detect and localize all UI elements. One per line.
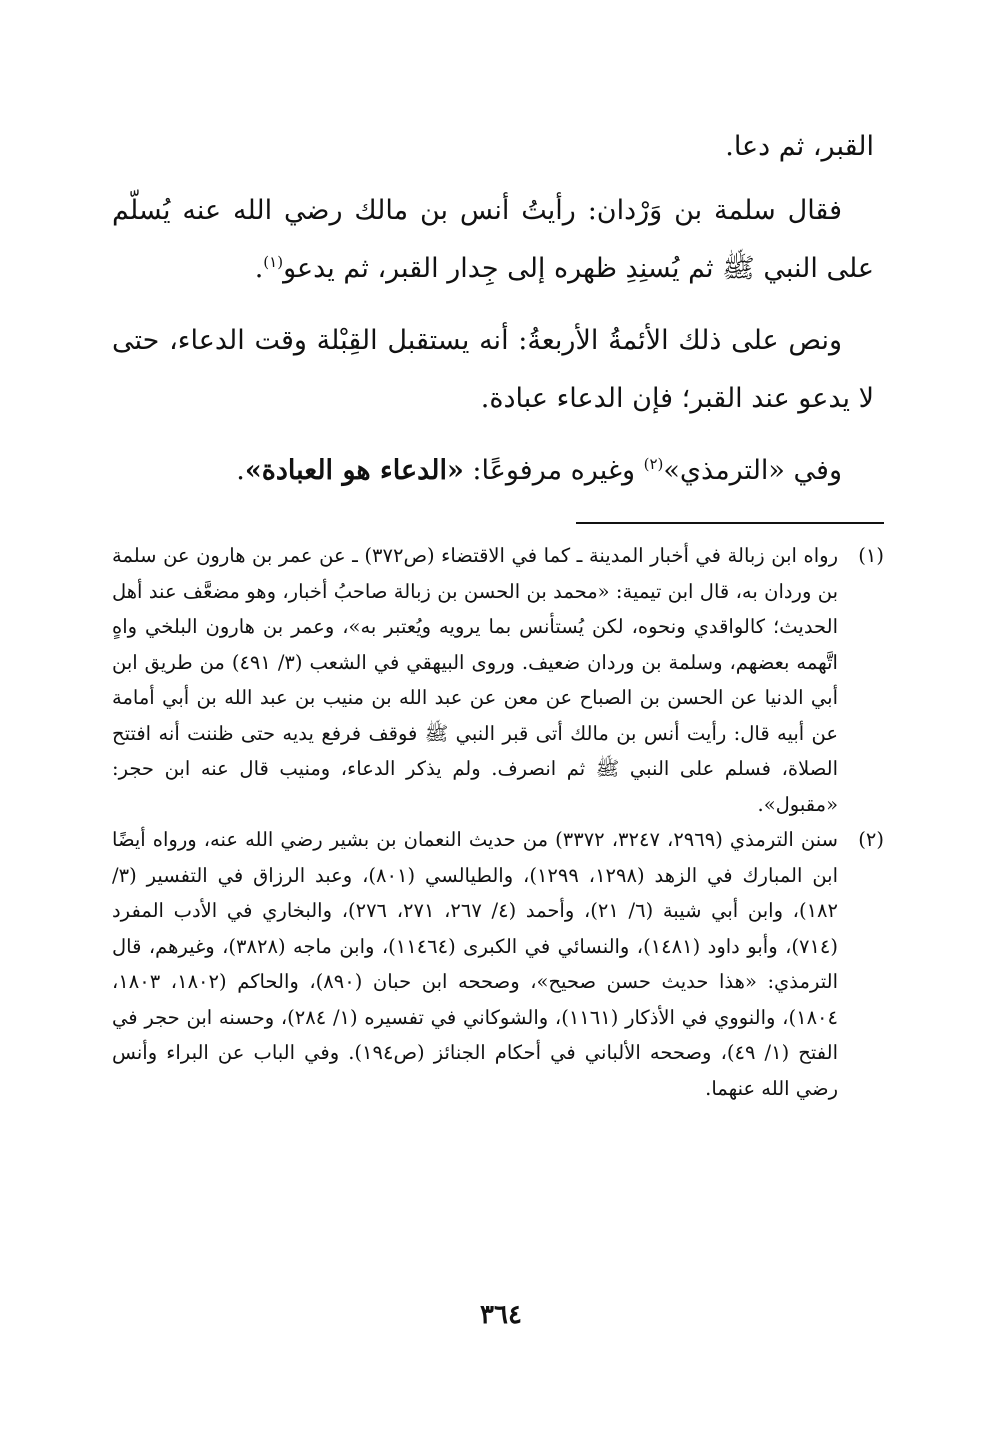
paragraph-4-end: . bbox=[236, 455, 245, 486]
paragraph-2-end: . bbox=[254, 253, 264, 284]
hadith-quote: «الدعاء هو العبادة» bbox=[244, 455, 464, 486]
footnote-1-text: رواه ابن زبالة في أخبار المدينة ـ كما في الاقتضاء (ص٣٧٢) ـ عن عمر بن هارون عن سلمة بن وردان به، قال ابن تيمية: «محمد بن الحسن بن زبالة صاحبُ أخبار، وهو مضعَّف عند أهل الحديث؛ كالواقدي ونحوه، لكن يُستأنس بما يرويه ويُعتبر به»، وعمر بن هارون البلخي واهٍ اتَّهمه بعضهم، وسلمة بن وردان ضعيف. وروى البيهقي في الشعب (٣/ ٤٩١) من طريق ابن أبي الدنيا عن الحسن بن الصباح عن معن عن عبد الله بن منيب بن عبد الله بن أبي أمامة عن أبيه قال: رأيت أنس بن مالك أتى قبر النبي ﷺ فوقف فرفع يديه حتى ظننت أنه افتتح الصلاة، فسلم على النبي ﷺ ثم انصرف. ولم يذكر الدعاء، ومنيب قال عنه ابن حجر: «مقبول». bbox=[112, 544, 838, 816]
footnote-2-text: سنن الترمذي (٢٩٦٩، ٣٢٤٧، ٣٣٧٢) من حديث النعمان بن بشير رضي الله عنه، ورواه أيضًا ابن المبارك في الزهد (١٢٩٨، ١٢٩٩)، والطيالسي (٨٠١)، وعبد الرزاق في التفسير (٣/ ١٨٢)، وابن أبي شيبة (٦/ ٢١)، وأحمد (٤/ ٢٦٧، ٢٧١، ٢٧٦)، والبخاري في الأدب المفرد (٧١٤)، وأبو داود (١٤٨١)، والنسائي في الكبرى (١١٤٦٤)، وابن ماجه (٣٨٢٨)، وغيرهم، قال الترمذي: «هذا حديث حسن صحيح»، وصححه ابن حبان (٨٩٠)، والحاكم (١٨٠٢، ١٨٠٣، ١٨٠٤)، والنووي في الأذكار (١١٦١)، والشوكاني في تفسيره (١/ ٢٨٤)، وحسنه ابن حجر في الفتح (١/ ٤٩)، وصححه الألباني في أحكام الجنائز (ص١٩٤). وفي الباب عن البراء وأنس رضي الله عنهما. bbox=[112, 828, 839, 1100]
footnote-2-number: (٢) bbox=[858, 828, 884, 851]
footnote-ref-2[interactable]: (٢) bbox=[643, 455, 664, 473]
footnote-ref-1[interactable]: (١) bbox=[263, 253, 284, 271]
footnote-2 bbox=[112, 822, 884, 1106]
paragraph-4 bbox=[112, 442, 874, 500]
footnote-separator bbox=[576, 522, 884, 524]
footnote-1-number: (١) bbox=[858, 544, 884, 567]
footnotes bbox=[112, 538, 884, 1106]
paragraph-2 bbox=[112, 182, 874, 298]
paragraph-4-mid: وغيره مرفوعًا: bbox=[463, 455, 644, 486]
main-text bbox=[112, 118, 874, 514]
paragraph-4-start: وفي «الترمذي» bbox=[663, 455, 842, 486]
page-number: ٣٦٤ bbox=[480, 1300, 522, 1330]
paragraph-2-text: فقال سلمة بن وَرْدان: رأيتُ أنس بن مالك رضي الله عنه يُسلّم على النبي ﷺ ثم يُسنِدِ ظهره إلى جِدار القبر، ثم يدعو bbox=[112, 195, 874, 284]
paragraph-3 bbox=[112, 312, 874, 428]
paragraph-1 bbox=[112, 118, 874, 176]
paragraph-1-text: القبر، ثم دعا. bbox=[725, 131, 874, 162]
footnote-1 bbox=[112, 538, 884, 822]
paragraph-3-text: ونص على ذلك الأئمةُ الأربعةُ: أنه يستقبل القِبْلة وقت الدعاء، حتى لا يدعو عند القبر؛ فإن الدعاء عبادة. bbox=[112, 325, 874, 414]
